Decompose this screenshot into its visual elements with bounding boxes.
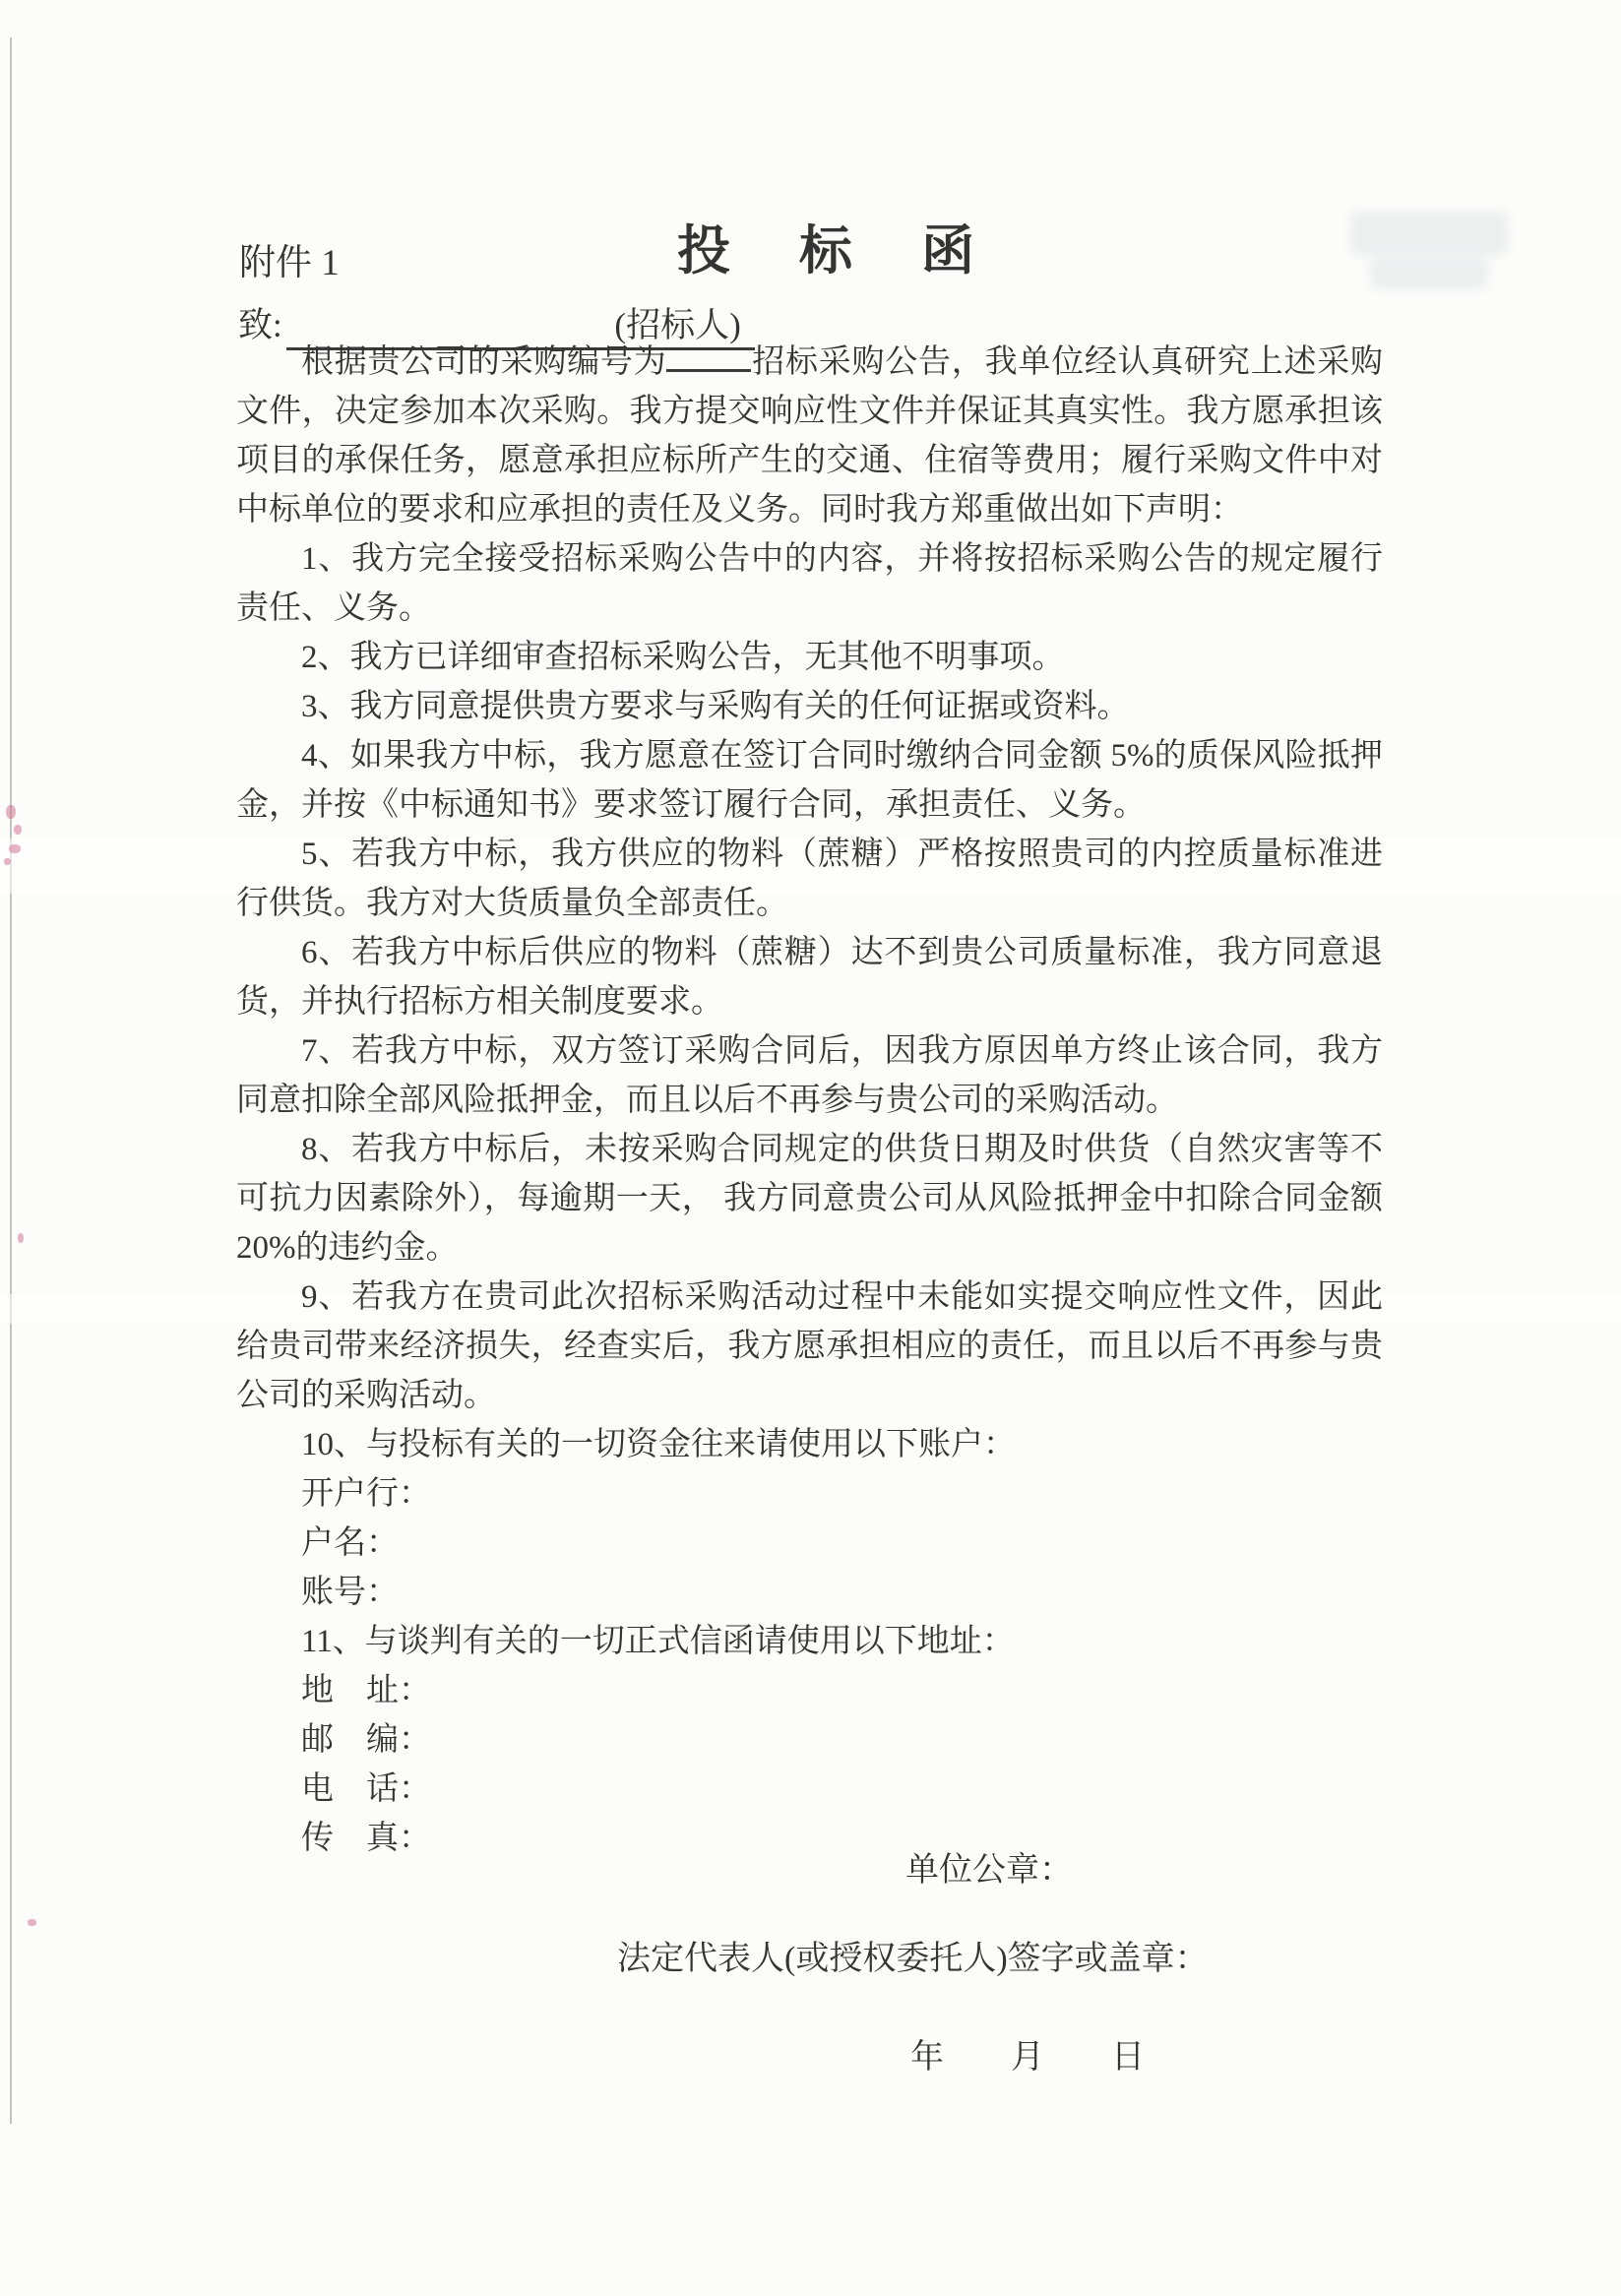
pink-speckle-artifact bbox=[9, 844, 21, 853]
company-seal-label: 单位公章： bbox=[905, 1852, 1073, 1889]
bleed-through-artifact bbox=[1370, 258, 1488, 289]
intro-after-blank: 招标采购公告，我单位经认真研究上述采购文件，决定参加本次采购。我方提交响应性文件并保证其真实性。我方愿承担该项目的承保任务，愿意承担应标所产生的交通、住宿等费用；履行采购文件中对中标单位的要求和应承担的责任及义务。同时我方郑重做出如下声明： bbox=[236, 344, 1384, 527]
salutation-prefix: 致: bbox=[238, 306, 282, 344]
clause-line: 8、若我方中标后，未按采购合同规定的供货日期及时供货（自然灾害等不可抗力因素除外），每逾期一天， 我方同意贵公司从风险抵押金中扣除合同金额 20%的违约金。 bbox=[236, 1132, 1383, 1266]
document-body bbox=[236, 336, 1383, 1863]
pink-speckle-artifact bbox=[28, 1919, 36, 1926]
document-title: 投 标 函 bbox=[677, 221, 982, 280]
clause-line: 1、我方完全接受招标采购公告中的内容，并将按招标采购公告的规定履行责任、义务。 bbox=[236, 541, 1383, 626]
clause-line: 5、若我方中标，我方供应的物料（蔗糖）严格按照贵司的内控质量标准进行供货。我方对大货质量负全部责任。 bbox=[236, 837, 1383, 921]
legal-representative-signature-label: 法定代表人(或授权委托人)签字或盖章： bbox=[617, 1941, 1209, 1977]
intro-before-blank: 根据贵公司的采购编号为 bbox=[301, 344, 667, 380]
tenderer-hint: (招标人) bbox=[614, 306, 741, 344]
pink-speckle-artifact bbox=[6, 805, 16, 819]
intro-paragraph bbox=[236, 336, 1383, 534]
clause-line: 电 话： bbox=[301, 1771, 431, 1807]
clause-line: 7、若我方中标，双方签订采购合同后，因我方原因单方终止该合同，我方同意扣除全部风险抵押金，而且以后不再参与贵公司的采购活动。 bbox=[236, 1033, 1383, 1118]
pink-speckle-artifact bbox=[14, 825, 22, 835]
pink-speckle-artifact bbox=[4, 858, 11, 865]
clause-line: 开户行： bbox=[301, 1476, 431, 1512]
clause-line: 账号： bbox=[301, 1575, 399, 1610]
clause-line: 传 真： bbox=[301, 1821, 431, 1856]
clause-line: 2、我方已详细审查招标采购公告，无其他不明事项。 bbox=[301, 640, 1065, 675]
clause-line: 户名： bbox=[301, 1525, 399, 1561]
bleed-through-artifact bbox=[1350, 212, 1508, 256]
scan-edge-line bbox=[10, 37, 12, 2124]
clause-line: 邮 编： bbox=[301, 1722, 431, 1758]
clause-line: 3、我方同意提供贵方要求与采购有关的任何证据或资料。 bbox=[301, 689, 1130, 724]
clause-line: 地 址： bbox=[301, 1673, 431, 1708]
clause-line: 6、若我方中标后供应的物料（蔗糖）达不到贵公司质量标准，我方同意退货，并执行招标方相关制度要求。 bbox=[236, 935, 1383, 1020]
attachment-label: 附件 1 bbox=[239, 243, 340, 283]
clause-line: 9、若我方在贵司此次招标采购活动过程中未能如实提交响应性文件，因此给贵司带来经济损失，经查实后，我方愿承担相应的责任，而且以后不再参与贵公司的采购活动。 bbox=[236, 1279, 1383, 1413]
pink-speckle-artifact bbox=[18, 1233, 24, 1243]
procurement-number-blank bbox=[666, 336, 751, 372]
clause-line: 4、如果我方中标，我方愿意在签订合同时缴纳合同金额 5%的质保风险抵押金，并按《中标通知书》要求签订履行合同，承担责任、义务。 bbox=[236, 738, 1383, 823]
date-line: 年 月 日 bbox=[910, 2039, 1145, 2076]
clause-line: 10、与投标有关的一切资金往来请使用以下账户： bbox=[301, 1427, 1016, 1462]
clause-line: 11、与谈判有关的一切正式信函请使用以下地址： bbox=[301, 1624, 1015, 1659]
